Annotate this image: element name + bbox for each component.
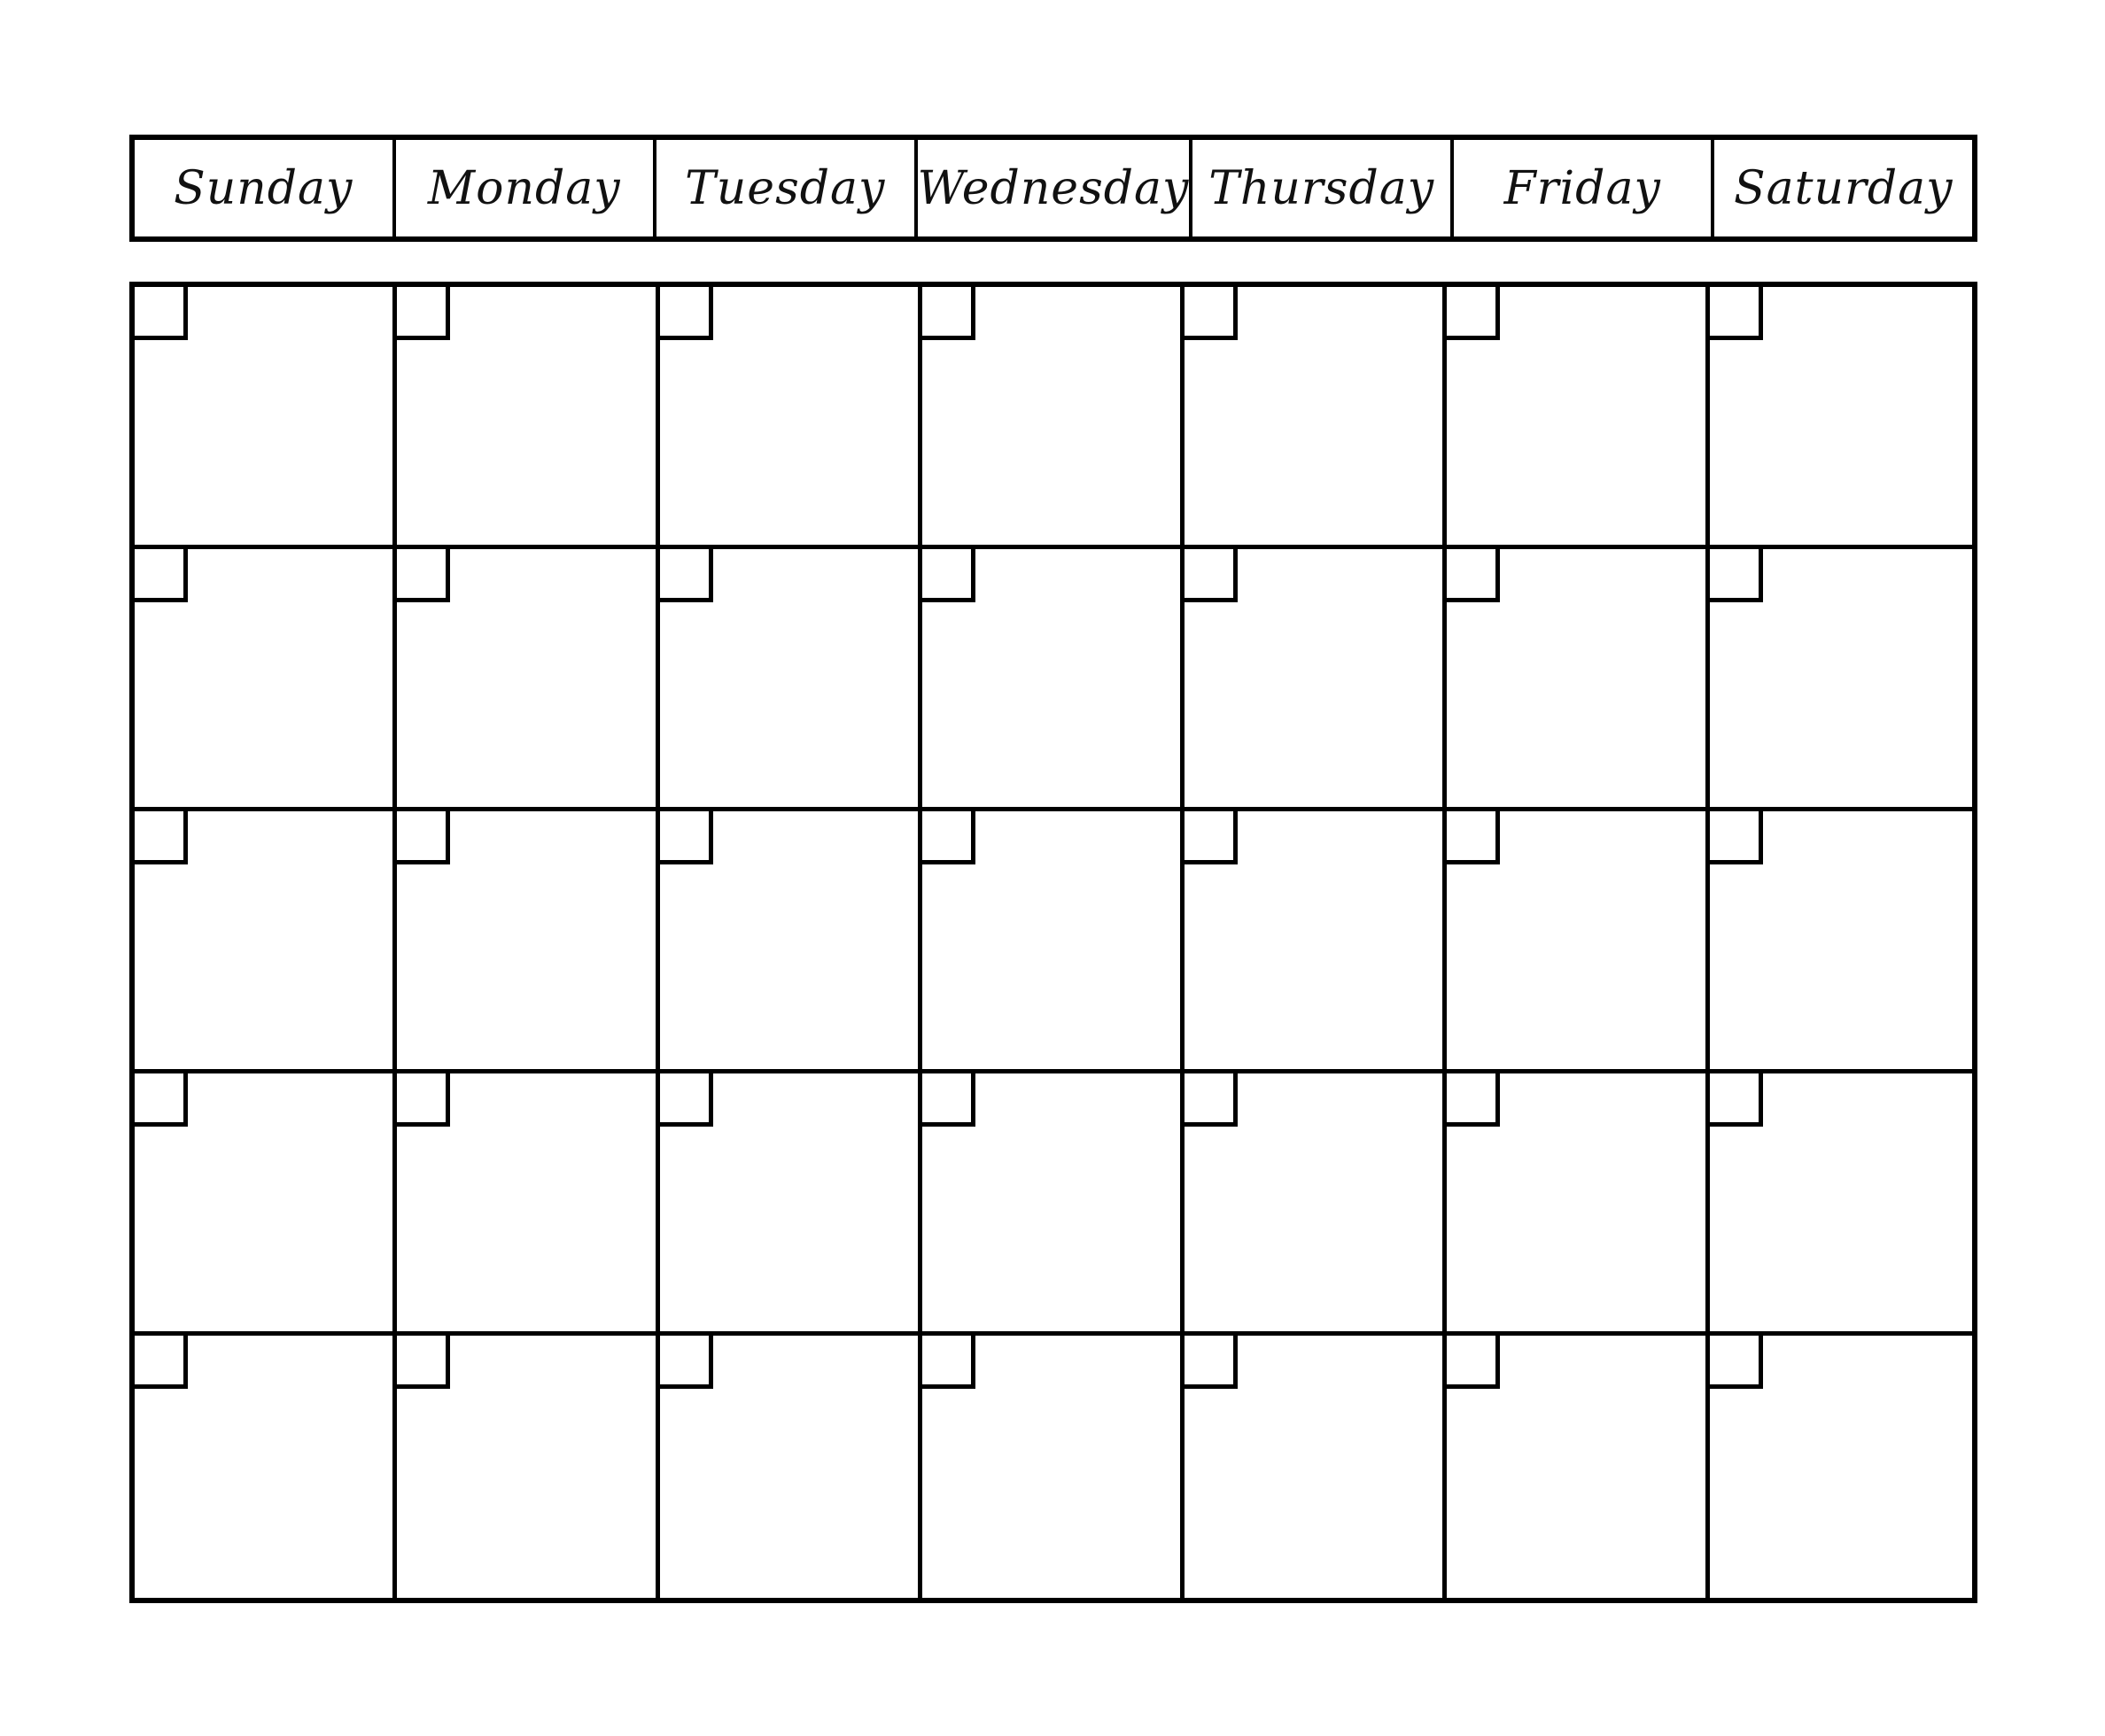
weekday-header-wednesday: Wednesday xyxy=(914,140,1190,236)
day-cell xyxy=(922,1073,1185,1336)
date-number-box xyxy=(1185,1336,1238,1389)
day-cell xyxy=(1185,1073,1447,1336)
day-cell xyxy=(135,811,397,1073)
day-cell xyxy=(397,811,659,1073)
day-cell xyxy=(660,549,922,811)
weekday-header-row xyxy=(129,135,1977,242)
date-number-box xyxy=(1447,1073,1500,1127)
date-number-box xyxy=(135,1073,188,1127)
date-number-box xyxy=(922,1336,975,1389)
date-number-box xyxy=(1447,287,1500,340)
day-cell xyxy=(660,287,922,549)
day-cell xyxy=(1185,287,1447,549)
day-cell xyxy=(135,1073,397,1336)
date-number-box xyxy=(1710,811,1763,864)
day-cell xyxy=(135,287,397,549)
date-number-box xyxy=(660,1336,713,1389)
date-number-box xyxy=(660,287,713,340)
day-cell xyxy=(1710,1073,1972,1336)
weekday-header-tuesday: Tuesday xyxy=(653,140,914,236)
date-number-box xyxy=(1185,1073,1238,1127)
day-cell xyxy=(922,287,1185,549)
day-cell xyxy=(1447,1073,1709,1336)
day-cell xyxy=(1447,1336,1709,1598)
day-cell xyxy=(660,1073,922,1336)
day-cell xyxy=(1447,549,1709,811)
date-number-box xyxy=(922,287,975,340)
date-number-box xyxy=(1185,811,1238,864)
date-number-box xyxy=(1185,287,1238,340)
day-cell xyxy=(397,1073,659,1336)
day-cell xyxy=(1185,1336,1447,1598)
date-number-box xyxy=(1710,1073,1763,1127)
date-number-box xyxy=(397,549,450,602)
day-cell xyxy=(1185,811,1447,1073)
calendar-grid xyxy=(129,282,1977,1603)
weekday-header-monday: Monday xyxy=(392,140,654,236)
date-number-box xyxy=(922,811,975,864)
day-cell xyxy=(397,549,659,811)
date-number-box xyxy=(660,811,713,864)
weekday-header-saturday: Saturday xyxy=(1711,140,1972,236)
day-cell xyxy=(1447,811,1709,1073)
weekday-header-thursday: Thursday xyxy=(1189,140,1450,236)
day-cell xyxy=(1710,549,1972,811)
day-cell xyxy=(1185,549,1447,811)
date-number-box xyxy=(397,1073,450,1127)
weekday-header-sunday: Sunday xyxy=(174,161,353,215)
date-number-box xyxy=(1710,287,1763,340)
date-number-box xyxy=(1710,1336,1763,1389)
date-number-box xyxy=(397,811,450,864)
day-cell xyxy=(135,549,397,811)
date-number-box xyxy=(922,1073,975,1127)
date-number-box xyxy=(922,549,975,602)
date-number-box xyxy=(397,1336,450,1389)
day-cell xyxy=(1710,287,1972,549)
date-number-box xyxy=(1447,549,1500,602)
date-number-box xyxy=(1185,549,1238,602)
date-number-box xyxy=(397,287,450,340)
day-cell xyxy=(922,1336,1185,1598)
date-number-box xyxy=(660,1073,713,1127)
day-cell xyxy=(397,287,659,549)
day-cell xyxy=(135,1336,397,1598)
day-cell xyxy=(922,811,1185,1073)
date-number-box xyxy=(135,1336,188,1389)
day-cell xyxy=(1710,811,1972,1073)
day-cell xyxy=(660,811,922,1073)
weekday-header-friday: Friday xyxy=(1450,140,1712,236)
day-cell xyxy=(922,549,1185,811)
date-number-box xyxy=(135,287,188,340)
date-number-box xyxy=(1447,1336,1500,1389)
date-number-box xyxy=(135,549,188,602)
day-cell xyxy=(397,1336,659,1598)
date-number-box xyxy=(1710,549,1763,602)
date-number-box xyxy=(660,549,713,602)
day-cell xyxy=(660,1336,922,1598)
date-number-box xyxy=(1447,811,1500,864)
day-cell xyxy=(1710,1336,1972,1598)
date-number-box xyxy=(135,811,188,864)
day-cell xyxy=(1447,287,1709,549)
